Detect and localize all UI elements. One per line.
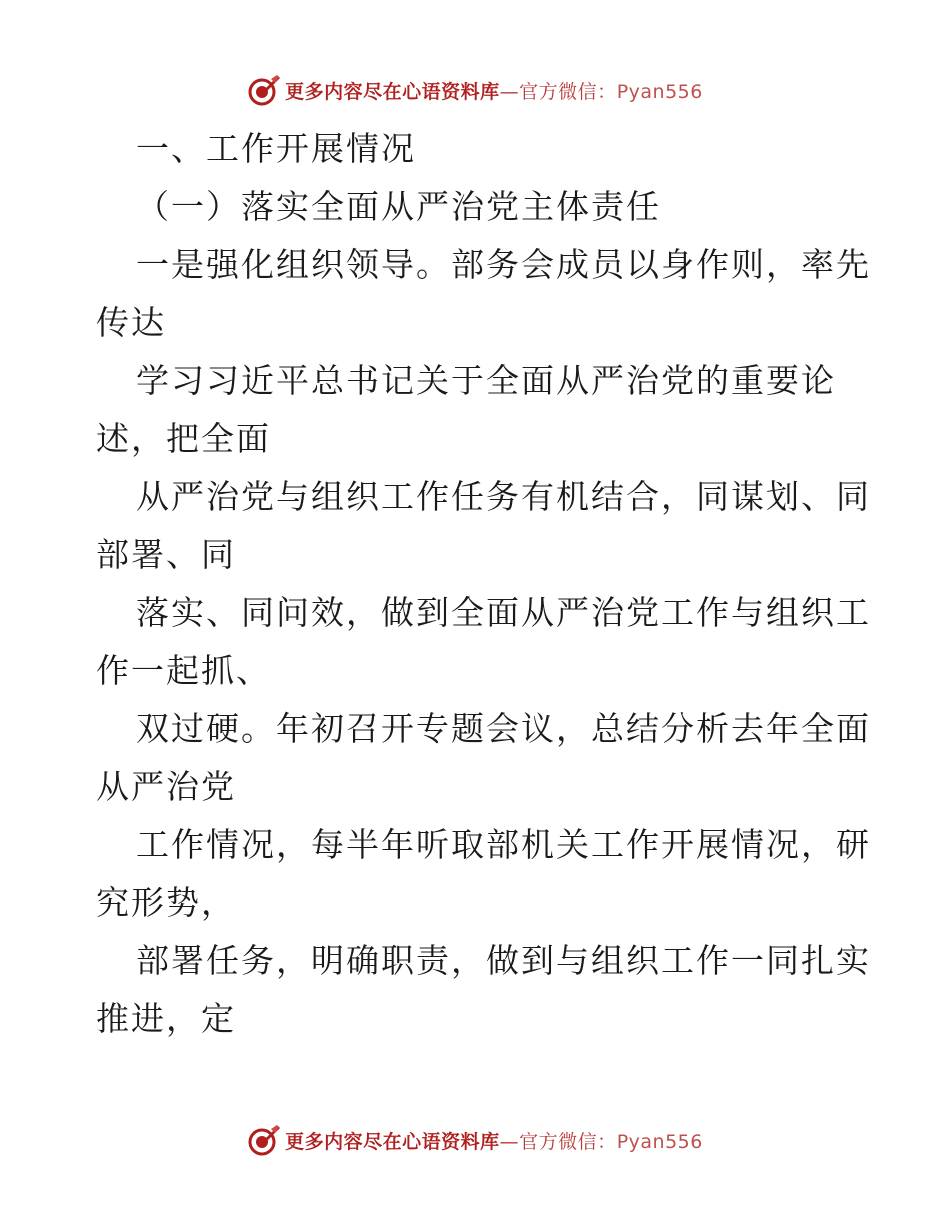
- paragraph-line: 从严治党与组织工作任务有机结合，同谋划、同: [136, 477, 871, 516]
- watermark-text: [285, 77, 703, 104]
- paragraph-line: （一）落实全面从严治党主体责任: [136, 187, 661, 226]
- paragraph-line: 部署、同: [96, 535, 236, 574]
- paragraph-line: 究形势，: [96, 883, 236, 922]
- watermark-separator: —: [499, 80, 520, 103]
- paragraph-line: 传达: [96, 303, 166, 342]
- watermark-handle: Pyan556: [616, 80, 703, 103]
- paragraph-line: 落实、同问效，做到全面从严治党工作与组织工: [136, 593, 871, 632]
- watermark-handle: Pyan556: [616, 1130, 703, 1153]
- paragraph-line: 双过硬。年初召开专题会议，总结分析去年全面: [136, 709, 871, 748]
- document-body: [96, 120, 871, 1048]
- watermark-label: 官方微信：: [519, 80, 617, 103]
- paragraph-line: 工作情况，每半年听取部机关工作开展情况，研: [136, 825, 871, 864]
- watermark-separator: —: [499, 1130, 520, 1153]
- watermark-site: 更多内容尽在心语资料库: [285, 80, 500, 103]
- footer-watermark-banner: [0, 1120, 950, 1160]
- watermark-label: 官方微信：: [519, 1130, 617, 1153]
- quill-logo-icon: [247, 1123, 281, 1157]
- paragraph-line: 一、工作开展情况: [136, 129, 416, 168]
- paragraph-line: 一是强化组织领导。部务会成员以身作则，率先: [136, 245, 871, 284]
- paragraph-line: 学习习近平总书记关于全面从严治党的重要论: [136, 361, 836, 400]
- paragraph-line: 从严治党: [96, 767, 236, 806]
- paragraph-line: 述，把全面: [96, 419, 271, 458]
- watermark-text: [285, 1127, 703, 1154]
- watermark-site: 更多内容尽在心语资料库: [285, 1130, 500, 1153]
- quill-logo-icon: [247, 73, 281, 107]
- paragraph-line: 作一起抓、: [96, 651, 271, 690]
- paragraph-line: 部署任务，明确职责，做到与组织工作一同扎实: [136, 941, 871, 980]
- paragraph-line: 推进，定: [96, 999, 236, 1038]
- header-watermark-banner: [0, 70, 950, 110]
